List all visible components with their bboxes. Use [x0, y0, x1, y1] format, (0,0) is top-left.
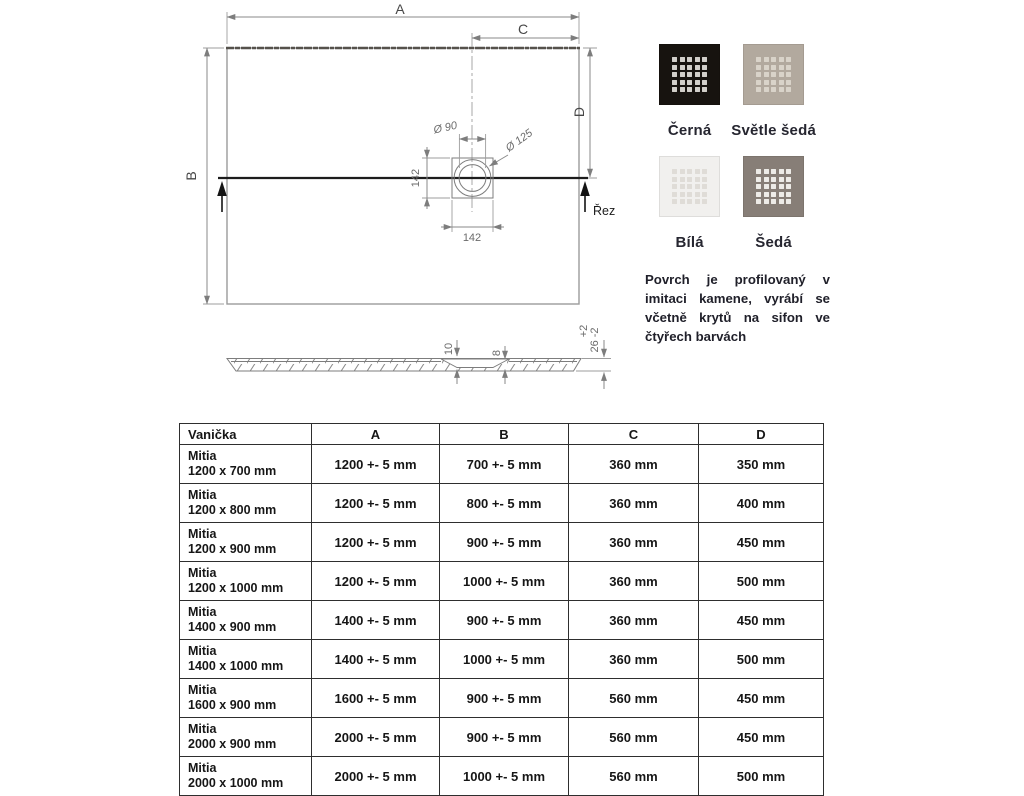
dim-a-value: 1200 +- 5 mm — [312, 523, 440, 562]
swatch-seda-chip — [743, 156, 804, 217]
swatch-bila-chip — [659, 156, 720, 217]
section-arrow-left — [217, 181, 227, 196]
dim-b-value: 700 +- 5 mm — [440, 445, 569, 484]
column-header-vanicka: Vanička — [180, 424, 312, 445]
swatch-svetle-seda — [731, 44, 816, 142]
top-view — [183, 1, 615, 304]
swatch-svetle-seda-chip — [743, 44, 804, 105]
table-row — [180, 484, 824, 523]
table-row — [180, 718, 824, 757]
section-view — [227, 325, 611, 389]
column-header-c: C — [569, 424, 699, 445]
dim-b-value: 900 +- 5 mm — [440, 601, 569, 640]
dim-c-value: 360 mm — [569, 601, 699, 640]
dim-d-value: 450 mm — [699, 679, 824, 718]
dimensions-table — [179, 423, 824, 796]
dim-d-value: 350 mm — [699, 445, 824, 484]
dim-a-value: 1200 +- 5 mm — [312, 445, 440, 484]
product-size: 1200 x 900 mm — [188, 542, 277, 556]
drain-square-height-label: 142 — [410, 168, 422, 188]
thickness-label: 26 -2 — [589, 327, 601, 353]
product-size: 1200 x 700 mm — [188, 464, 277, 478]
dim-c-value: 360 mm — [569, 562, 699, 601]
dim-b-value: 900 +- 5 mm — [440, 523, 569, 562]
section-label: Řez — [593, 204, 616, 218]
dim-c-value: 360 mm — [569, 640, 699, 679]
dim-a-value: 2000 +- 5 mm — [312, 757, 440, 796]
dim-label-a: A — [395, 1, 405, 17]
dim-b-value: 800 +- 5 mm — [440, 484, 569, 523]
section-arrow-right — [580, 181, 590, 196]
table-row — [180, 562, 824, 601]
product-name: Mitia — [188, 565, 217, 580]
product-size: 1400 x 1000 mm — [188, 659, 284, 673]
dim-label-b: B — [183, 171, 199, 181]
product-size: 2000 x 1000 mm — [188, 776, 284, 790]
table-row — [180, 601, 824, 640]
dim-d-value: 450 mm — [699, 601, 824, 640]
dim-a-value: 2000 +- 5 mm — [312, 718, 440, 757]
dim-c-value: 560 mm — [569, 679, 699, 718]
product-name: Mitia — [188, 604, 217, 619]
drain-square-width-label: 142 — [462, 232, 482, 244]
drain-cover-holes — [756, 57, 791, 92]
swatch-seda-label: Šedá — [755, 234, 792, 251]
column-header-a: A — [312, 424, 440, 445]
table-row — [180, 640, 824, 679]
dim-b-value: 900 +- 5 mm — [440, 718, 569, 757]
swatch-bila-label: Bílá — [675, 234, 704, 251]
drain-outer-diameter-label: Ø 125 — [503, 127, 536, 155]
product-name: Mitia — [188, 682, 217, 697]
column-header-b: B — [440, 424, 569, 445]
dim-d-value: 400 mm — [699, 484, 824, 523]
dim-b-value: 1000 +- 5 mm — [440, 757, 569, 796]
swatch-cerna-chip — [659, 44, 720, 105]
drain-cover-holes — [756, 169, 791, 204]
thickness-tolerance-label: +2 — [578, 324, 590, 338]
table-row — [180, 679, 824, 718]
swatch-bila — [659, 156, 720, 254]
swatch-cerna-label: Černá — [667, 122, 712, 139]
dim-c-value: 360 mm — [569, 484, 699, 523]
dim-b-value: 900 +- 5 mm — [440, 679, 569, 718]
swatch-cerna — [659, 44, 720, 142]
section-profile — [227, 359, 581, 372]
dim-a-value: 1400 +- 5 mm — [312, 640, 440, 679]
product-name: Mitia — [188, 643, 217, 658]
product-name: Mitia — [188, 526, 217, 541]
drain-cover-holes — [672, 57, 707, 92]
dim-d-value: 500 mm — [699, 562, 824, 601]
product-name: Mitia — [188, 487, 217, 502]
color-swatches — [648, 44, 816, 254]
product-size: 1600 x 900 mm — [188, 698, 277, 712]
product-size: 1200 x 1000 mm — [188, 581, 284, 595]
dim-c-value: 360 mm — [569, 445, 699, 484]
dim-d-value: 500 mm — [699, 640, 824, 679]
dim-c-value: 560 mm — [569, 718, 699, 757]
drain-cover-holes — [672, 169, 707, 204]
product-name: Mitia — [188, 448, 217, 463]
swatch-svetle-seda-label: Světle šedá — [731, 122, 816, 139]
swatch-seda — [743, 156, 804, 254]
product-size: 1400 x 900 mm — [188, 620, 277, 634]
product-size: 1200 x 800 mm — [188, 503, 277, 517]
dim-b-value: 1000 +- 5 mm — [440, 640, 569, 679]
dim-d-value: 450 mm — [699, 523, 824, 562]
table-row — [180, 523, 824, 562]
dim-a-value: 1200 +- 5 mm — [312, 562, 440, 601]
product-name: Mitia — [188, 760, 217, 775]
dim-a-value: 1600 +- 5 mm — [312, 679, 440, 718]
dim-d-value: 500 mm — [699, 757, 824, 796]
product-size: 2000 x 900 mm — [188, 737, 277, 751]
dim-d-value: 450 mm — [699, 718, 824, 757]
product-name: Mitia — [188, 721, 217, 736]
table-row — [180, 757, 824, 796]
dim-b-value: 1000 +- 5 mm — [440, 562, 569, 601]
dim-c-value: 560 mm — [569, 757, 699, 796]
recess-depth-inner-label: 8 — [491, 349, 503, 357]
drain-inner-diameter-label: Ø 90 — [432, 119, 459, 137]
recess-depth-outer-label: 10 — [443, 342, 455, 356]
tray-outline — [227, 48, 579, 304]
table-row — [180, 445, 824, 484]
dim-c-value: 360 mm — [569, 523, 699, 562]
table-header-row — [180, 424, 824, 445]
surface-description: Povrch je profilovaný v imitaci kamene, vyrábí se včetně krytů na sifon ve čtyřech barvách — [645, 272, 830, 344]
dim-a-value: 1400 +- 5 mm — [312, 601, 440, 640]
dim-label-c: C — [517, 21, 529, 37]
column-header-d: D — [699, 424, 824, 445]
dim-a-value: 1200 +- 5 mm — [312, 484, 440, 523]
dim-label-d: D — [571, 106, 587, 118]
